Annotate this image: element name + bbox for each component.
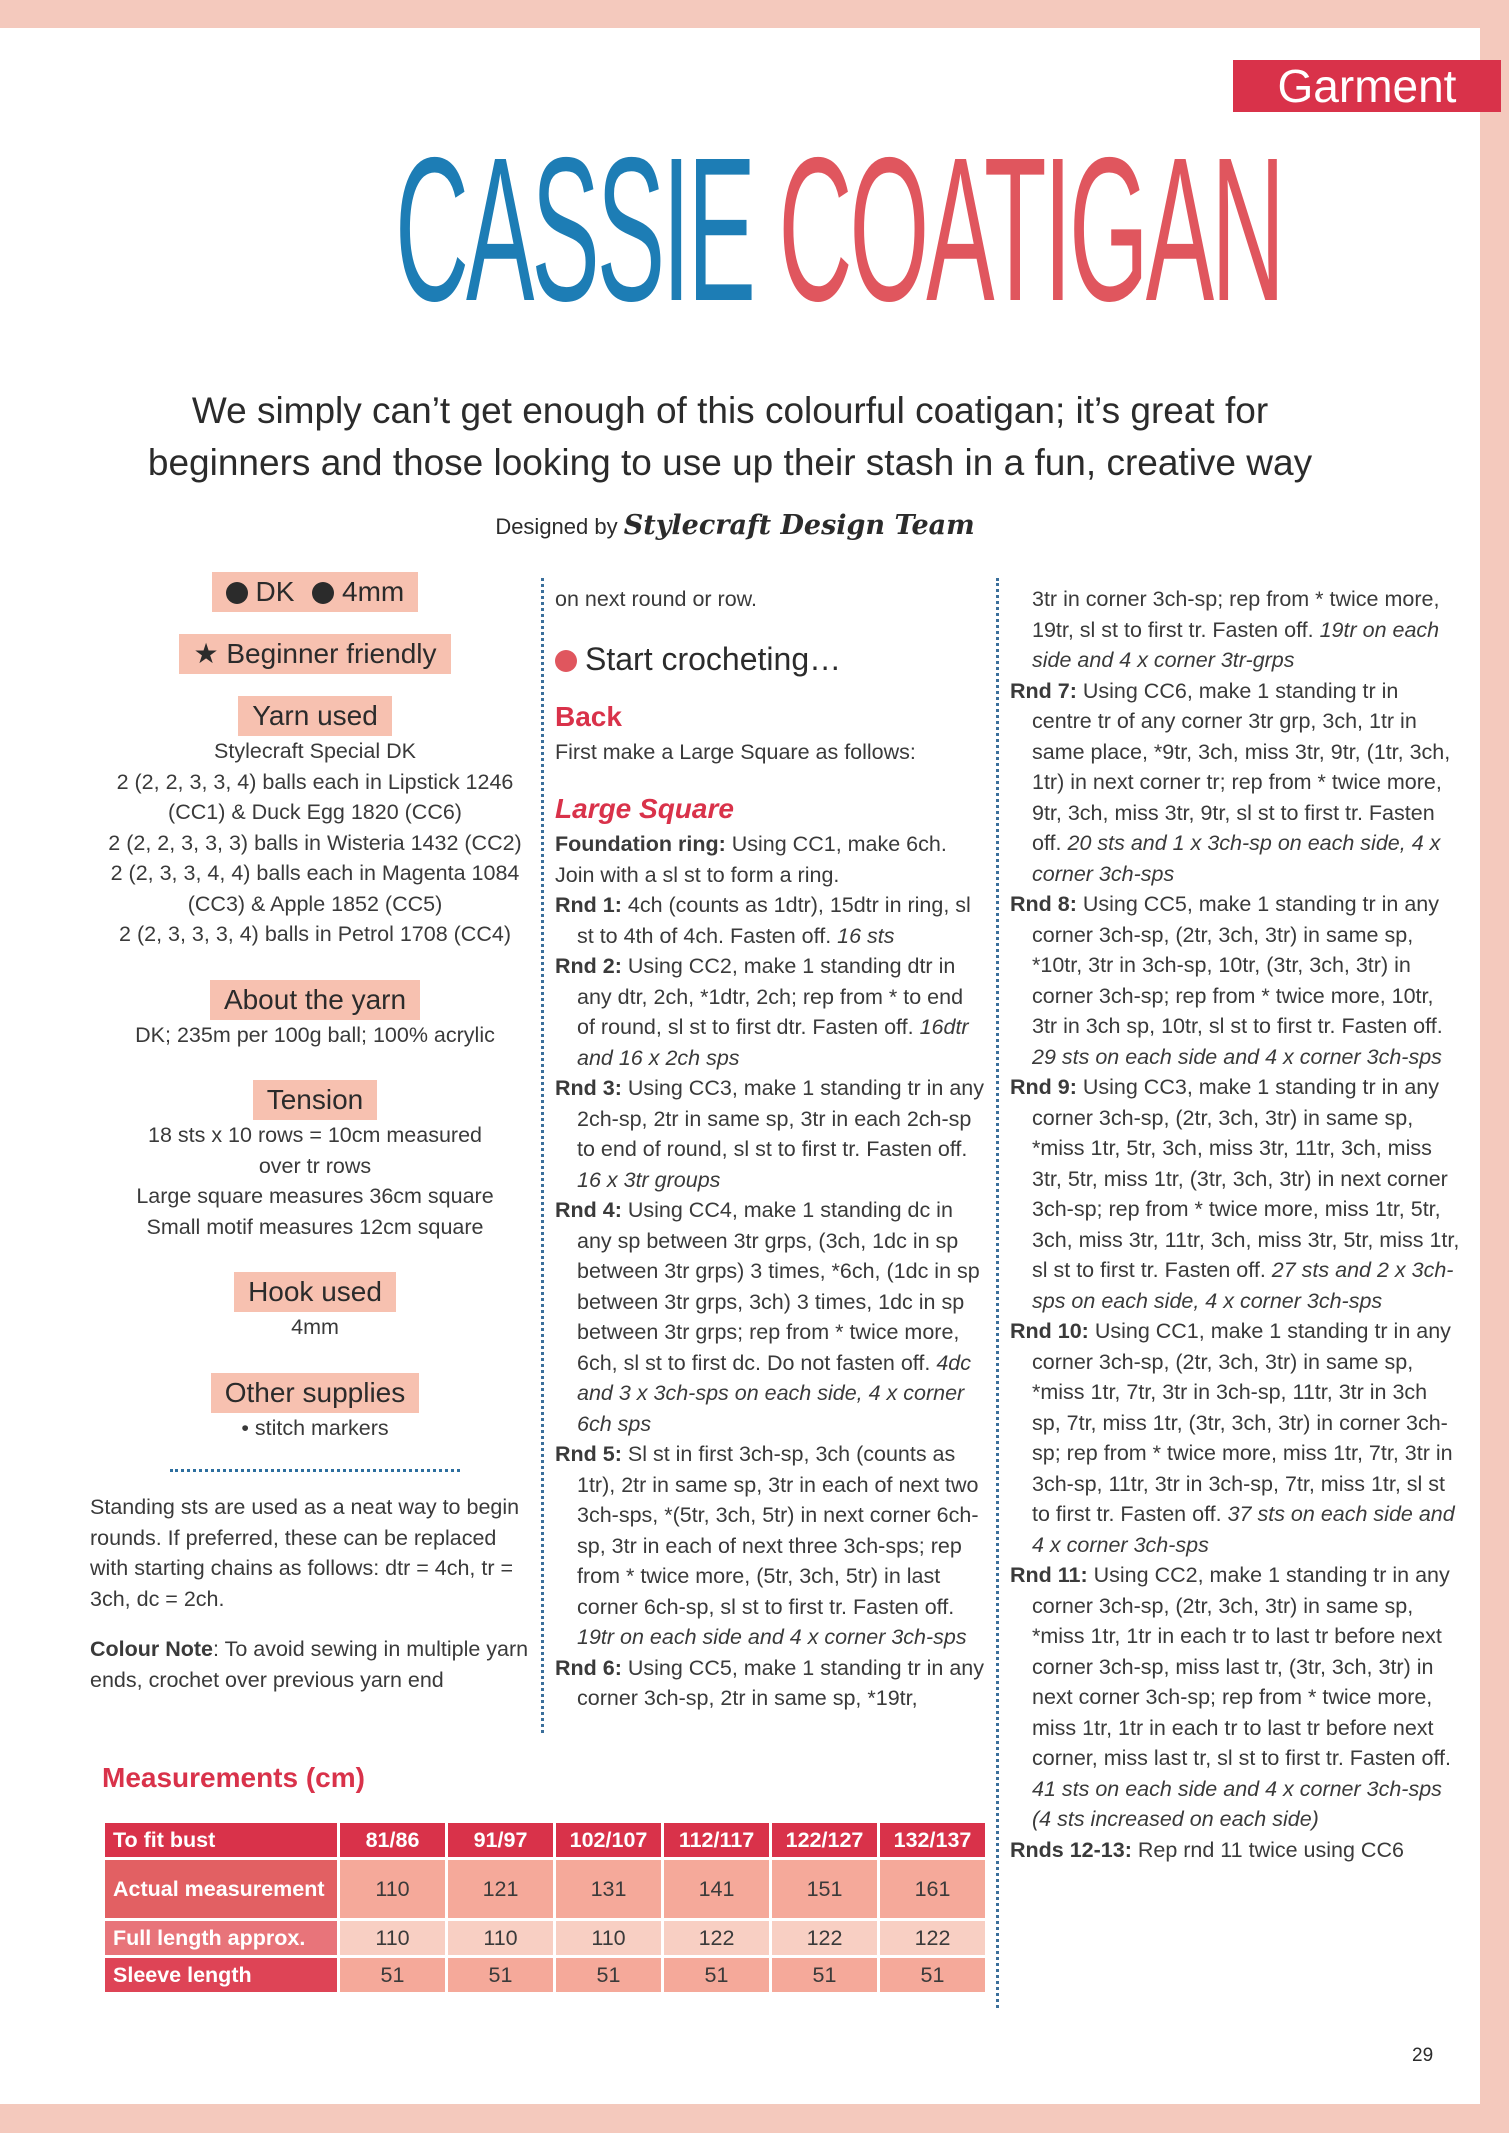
column-divider: [541, 578, 544, 1733]
size-cell: 112/117: [663, 1822, 771, 1859]
title-word-1: CASSIE: [395, 115, 753, 344]
designer-name: Stylecraft Design Team: [623, 510, 975, 541]
size-cell: 102/107: [555, 1822, 663, 1859]
table-row: [104, 1859, 987, 1920]
row-label: Sleeve length: [104, 1957, 339, 1994]
hook-size: 4mm: [342, 576, 405, 607]
round-7: Rnd 7: Using CC6, make 1 standing tr in centre tr of any corner 3tr grp, 3ch, 1tr in same place, *9tr, 3ch, miss 3tr, 9tr, (1tr, 3ch, 1tr) in next corner tr; rep from * twice more, 9tr, 3ch, miss 3tr, 9tr, sl st to first tr. Fasten off. 20 sts and 1 x 3ch-sp on each side, 4 x corner 3ch-sps: [1010, 678, 1451, 886]
round-8: Rnd 8: Using CC5, make 1 standing tr in any corner 3ch-sp, (2tr, 3ch, 3tr) in same sp, *10tr, 3tr in 3ch-sp, 10tr, (3tr, 3ch, 3tr) in corner 3ch-sp; rep from * twice more, 10tr, 3tr in 3ch sp, 10tr, sl st to first tr. Fasten off. 29 sts on each side and 4 x corner 3ch-sps: [1010, 892, 1443, 1069]
round-10: Rnd 10: Using CC1, make 1 standing tr in any corner 3ch-sp, (2tr, 3ch, 3tr) in same sp, *miss 1tr, 7tr, 3tr in 3ch-sp, 11tr, 3tr in 3ch sp, 7tr, miss 1tr, (3tr, 3ch, 3tr) in corner 3ch-sp; rep from * twice more, miss 1tr, 7tr, 3tr in 3ch-sp, 11tr, 3tr in 3ch-sp, 7tr, miss 1tr, sl st to first tr. Fasten off. 37 sts on each side and 4 x corner 3ch-sps: [1010, 1319, 1455, 1557]
table-cell: 161: [879, 1859, 987, 1920]
tension-line: Small motif measures 12cm square: [146, 1214, 484, 1239]
table-cell: 110: [447, 1920, 555, 1957]
colour-note-text: : To avoid sewing in multiple yarn ends, crochet over previous yarn end: [90, 1637, 529, 1692]
large-square-heading: Large Square: [555, 793, 734, 824]
column-divider: [996, 578, 999, 2008]
tension-list: [90, 1120, 540, 1242]
yarn-line: Stylecraft Special DK: [214, 739, 416, 763]
round-4: Rnd 4: Using CC4, make 1 standing dc in any sp between 3tr grps, (3ch, 1dc in sp between 3tr grps) 3 times, *6ch, (1dc in sp between 3tr grps, 3ch) 3 times, 1dc in sp between 3tr grps; rep from * twice more, 6ch, sl st to first dc. Do not fasten off. 4dc and 3 x 3ch-sps on each side, 4 x corner 6ch sps: [555, 1198, 980, 1436]
about-yarn-text: DK; 235m per 100g ball; 100% acrylic: [135, 1022, 495, 1047]
row-header: To fit bust: [104, 1822, 339, 1859]
table-cell: 110: [339, 1920, 447, 1957]
size-cell: 81/86: [339, 1822, 447, 1859]
yarn-weight: DK: [255, 576, 295, 607]
table-cell: 122: [879, 1920, 987, 1957]
colour-note: [90, 1634, 540, 1695]
measurements-table: [102, 1820, 988, 1995]
round-6: Rnd 6: Using CC5, make 1 standing tr in any corner 3ch-sp, 2tr in same sp, *19tr,: [555, 1655, 984, 1710]
yarn-used-list: [90, 736, 540, 950]
table-cell: 51: [339, 1957, 447, 1994]
yarn-used-heading: Yarn used: [238, 696, 392, 736]
back-heading: Back: [555, 700, 622, 732]
table-cell: 110: [555, 1920, 663, 1957]
table-cell: 122: [663, 1920, 771, 1957]
start-crocheting-heading: Start crocheting…: [555, 637, 985, 681]
size-cell: 122/127: [771, 1822, 879, 1859]
yarn-line: (CC1) & Duck Egg 1820 (CC6): [168, 800, 462, 824]
hook-used-heading: Hook used: [234, 1272, 396, 1312]
pattern-column-1: [555, 584, 985, 1714]
table-cell: 51: [447, 1957, 555, 1994]
yarn-line: (CC3) & Apple 1852 (CC5): [187, 891, 443, 916]
tension-line: Large square measures 36cm square: [136, 1184, 494, 1208]
yarn-ball-icon: [555, 650, 577, 672]
foundation-ring: Foundation ring: Using CC1, make 6ch. Join with a sl st to form a ring.: [555, 832, 947, 887]
table-cell: 110: [339, 1859, 447, 1920]
pattern-column-2: [1010, 584, 1460, 1865]
subtitle-line-2: beginners and those looking to use up their stash in a fun, creative way: [147, 442, 1313, 483]
row-label: Full length approx.: [104, 1920, 339, 1957]
table-cell: 121: [447, 1859, 555, 1920]
table-row: [104, 1920, 987, 1957]
table-cell: 122: [771, 1920, 879, 1957]
level-badge: [179, 634, 450, 674]
table-cell: 51: [663, 1957, 771, 1994]
tension-line: 18 sts x 10 rows = 10cm measured: [148, 1123, 482, 1147]
back-text: First make a Large Square as follows:: [555, 739, 916, 764]
round-9: Rnd 9: Using CC3, make 1 standing tr in any corner 3ch-sp, (2tr, 3ch, 3tr) in same sp, *miss 1tr, 5tr, 3ch, miss 3tr, 11tr, 3ch, miss 3tr, 5tr, miss 1tr, (3tr, 3ch, 3tr) in next corner 3ch-sp; rep from * twice more, miss 1tr, 5tr, 3ch, miss 3tr, 11tr, 3ch, miss 3tr, 5tr, miss 1tr, sl st to first tr. Fasten off. 27 sts and 2 x 3ch-sps on each side, 4 x corner 3ch-sps: [1010, 1075, 1460, 1313]
supplies-item: • stitch markers: [241, 1415, 389, 1440]
star-icon: ★: [193, 638, 219, 669]
level-text: Beginner friendly: [226, 638, 437, 669]
size-cell: 132/137: [879, 1822, 987, 1859]
tension-heading: Tension: [253, 1080, 378, 1120]
tension-line: over tr rows: [258, 1153, 372, 1178]
table-cell: 141: [663, 1859, 771, 1920]
yarn-hook-badge: [90, 572, 540, 612]
yarn-line: 2 (2, 3, 3, 3, 4) balls in Petrol 1708 (CC4): [119, 922, 511, 946]
hook-icon: [312, 582, 334, 604]
dotted-divider: [170, 1469, 460, 1472]
table-cell: 151: [771, 1859, 879, 1920]
page-number: 29: [1412, 2045, 1434, 2066]
other-supplies-heading: Other supplies: [211, 1373, 420, 1413]
yarn-line: 2 (2, 2, 3, 3, 3) balls in Wisteria 1432 (CC2): [108, 830, 522, 855]
subtitle-line-1: We simply can’t get enough of this colourful coatigan; it’s great for: [191, 390, 1269, 431]
title-word-2: COATIGAN: [778, 115, 1283, 344]
round-5: Rnd 5: Sl st in first 3ch-sp, 3ch (counts as 1tr), 2tr in same sp, 3tr in each of next two 3ch-sps, *(5tr, 3ch, 5tr) in next corner 6ch-sp, 3tr in each of next three 3ch-sps; rep from * twice more, (5tr, 3ch, 5tr) in last corner 6ch-sp, sl st to first tr. Fasten off. 19tr on each side and 4 x corner 3ch-sps: [555, 1442, 979, 1649]
continued-text: on next round or row.: [555, 587, 757, 611]
measurements-heading: Measurements (cm): [102, 1762, 365, 1793]
designer-prefix: Designed by: [495, 514, 618, 539]
table-header-row: [104, 1822, 987, 1859]
round-1: Rnd 1: 4ch (counts as 1dtr), 15dtr in ring, sl st to 4th of 4ch. Fasten off. 16 sts: [555, 893, 971, 948]
rounds-12-13: Rnds 12-13: Rep rnd 11 twice using CC6: [1010, 1837, 1404, 1862]
designer-credit: [0, 510, 1470, 541]
table-cell: 51: [771, 1957, 879, 1994]
yarn-line: 2 (2, 2, 3, 3, 4) balls each in Lipstick 1246: [116, 769, 514, 794]
size-cell: 91/97: [447, 1822, 555, 1859]
standing-stitch-note: Standing sts are used as a neat way to begin rounds. If preferred, these can be replaced with starting chains as follows: dtr = 4ch, tr = 3ch, dc = 2ch.: [90, 1495, 520, 1611]
hook-used-text: 4mm: [291, 1315, 339, 1339]
info-column: [90, 572, 540, 1695]
table-cell: 51: [555, 1957, 663, 1994]
round-11: Rnd 11: Using CC2, make 1 standing tr in any corner 3ch-sp, (2tr, 3ch, 3tr) in same sp, *miss 1tr, 1tr in each tr to last tr before next corner 3ch-sp, miss last tr, (3tr, 3ch, 3tr) in next corner 3ch-sp; rep from * twice more, miss 1tr, 1tr in each tr to last tr before next corner, miss last tr, sl st to first tr. Fasten off. 41 sts on each side and 4 x corner 3ch-sps (4 sts increased on each side): [1010, 1563, 1451, 1831]
colour-note-label: Colour Note: [90, 1637, 214, 1661]
table-cell: 131: [555, 1859, 663, 1920]
round-2: Rnd 2: Using CC2, make 1 standing dtr in any dtr, 2ch, *1dtr, 2ch; rep from * to end of round, sl st to first dtr. Fasten off. 16dtr and 16 x 2ch sps: [555, 954, 969, 1070]
yarn-line: 2 (2, 3, 3, 4, 4) balls each in Magenta 1084: [110, 861, 520, 885]
section-tag: Garment: [1233, 60, 1501, 112]
page-title: [395, 115, 1283, 344]
subtitle: [60, 385, 1400, 489]
round-6-continued: 3tr in corner 3ch-sp; rep from * twice more, 19tr, sl st to first tr. Fasten off. 19tr on each side and 4 x corner 3tr-grps: [1032, 587, 1440, 672]
row-label: Actual measurement: [104, 1859, 339, 1920]
round-3: Rnd 3: Using CC3, make 1 standing tr in any 2ch-sp, 2tr in same sp, 3tr in each 2ch-sp to end of round, sl st to first tr. Fasten off. 16 x 3tr groups: [555, 1076, 984, 1192]
yarn-ball-icon: [226, 582, 248, 604]
table-row: [104, 1957, 987, 1994]
table-cell: 51: [879, 1957, 987, 1994]
about-yarn-heading: About the yarn: [210, 980, 420, 1020]
